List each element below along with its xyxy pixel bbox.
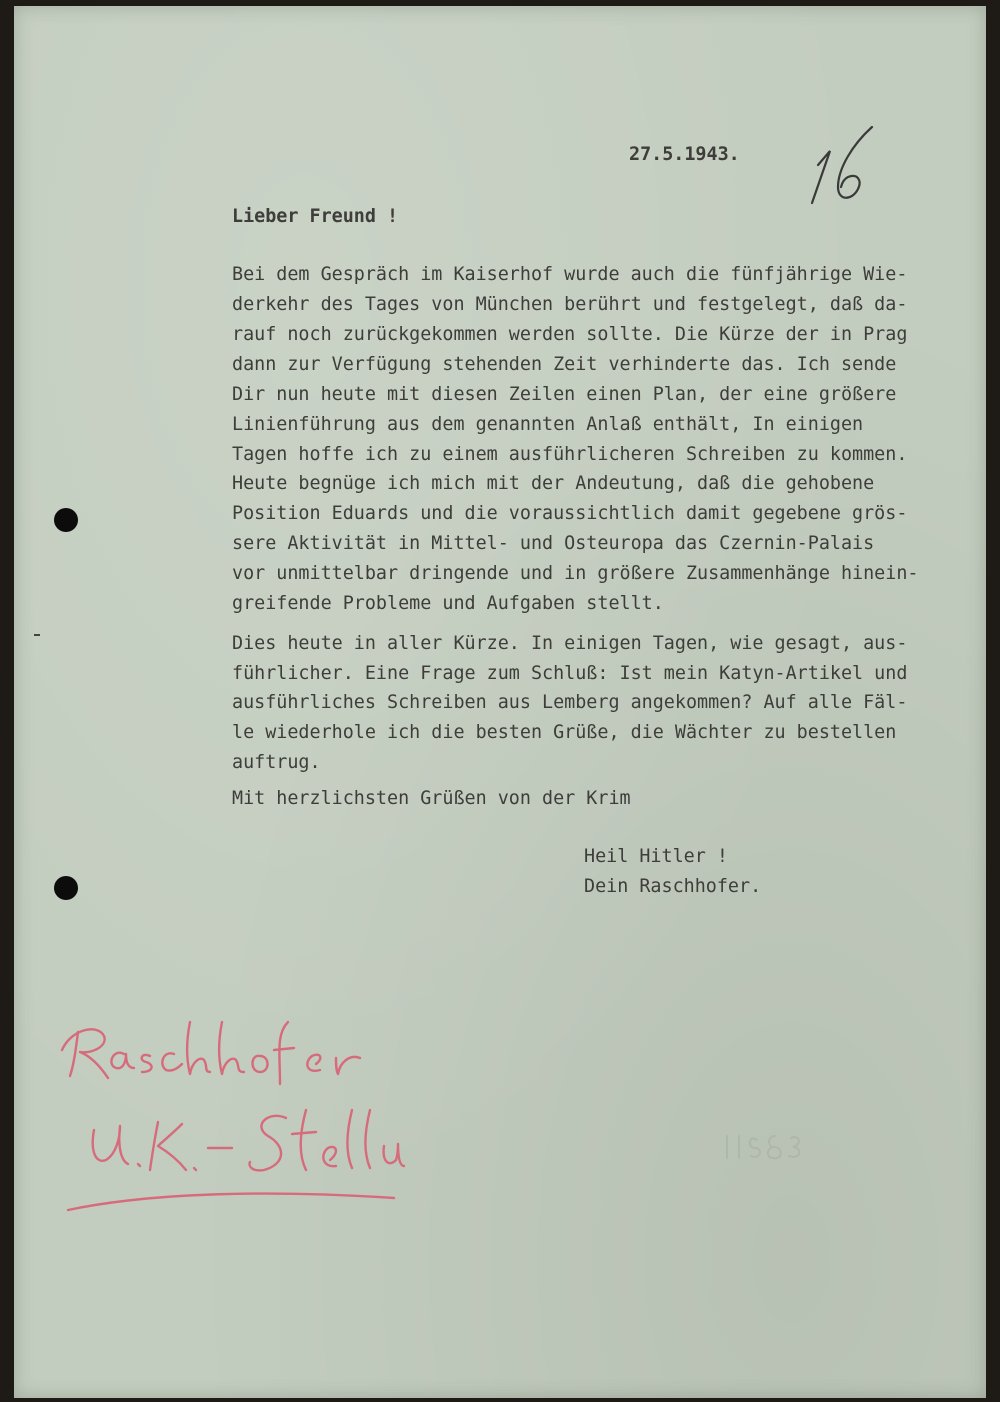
red-note-2: U.K.- Stellung xyxy=(54,1014,60,1015)
closing-line: Mit herzlichsten Grüßen von der Krim xyxy=(232,788,631,809)
body-line: derkehr des Tages von München berührt und festgelegt, daß da- xyxy=(232,294,908,315)
body-line: greifende Probleme und Aufgaben stellt. xyxy=(232,593,664,614)
salutation: Lieber Freund ! xyxy=(232,206,399,227)
letter-date: 27.5.1943. xyxy=(629,144,740,165)
signature-name: Dein Raschhofer. xyxy=(584,876,762,897)
punch-hole-upper xyxy=(54,508,78,532)
margin-mark xyxy=(34,634,40,636)
body-line: ausführliches Schreiben aus Lemberg angekommen? Auf alle Fäl- xyxy=(232,692,908,713)
red-handwritten-notes xyxy=(54,1014,414,1224)
body-line: Bei dem Gespräch im Kaiserhof wurde auch die fünfjährige Wie- xyxy=(232,264,908,285)
body-line: Tagen hoffe ich zu einem ausführlicheren Schreiben zu kommen. xyxy=(232,444,908,465)
body-line: Linienführung aus dem genannten Anlaß enthält, In einigen xyxy=(232,414,864,435)
punch-hole-lower xyxy=(54,876,78,900)
body-line: Dies heute in aller Kürze. In einigen Tagen, wie gesagt, aus- xyxy=(232,633,908,654)
body-line: Dir nun heute mit diesen Zeilen einen Plan, der eine größere xyxy=(232,384,897,405)
body-line: Heute begnüge ich mich mit der Andeutung, daß die gehobene xyxy=(232,473,875,494)
faint-stamp xyxy=(719,1126,809,1166)
body-line: le wiederhole ich die besten Grüße, die Wächter zu bestellen xyxy=(232,722,897,743)
body-line: führlicher. Eine Frage zum Schluß: Ist mein Katyn-Artikel und xyxy=(232,663,908,684)
body-line: dann zur Verfügung stehenden Zeit verhinderte das. Ich sende xyxy=(232,354,897,375)
body-line: vor unmittelbar dringende und in größere Zusammenhänge hinein- xyxy=(232,563,919,584)
body-line: auftrug. xyxy=(232,752,321,773)
body-line: rauf noch zurückgekommen werden sollte. Die Kürze der in Prag xyxy=(232,324,908,345)
letter-page xyxy=(14,6,986,1398)
body-line: Position Eduards und die voraussichtlich damit gegebene grös- xyxy=(232,503,908,524)
folio-number xyxy=(794,121,904,216)
signature-greeting: Heil Hitler ! xyxy=(584,846,728,867)
body-line: sere Aktivität in Mittel- und Osteuropa das Czernin-Palais xyxy=(232,533,875,554)
